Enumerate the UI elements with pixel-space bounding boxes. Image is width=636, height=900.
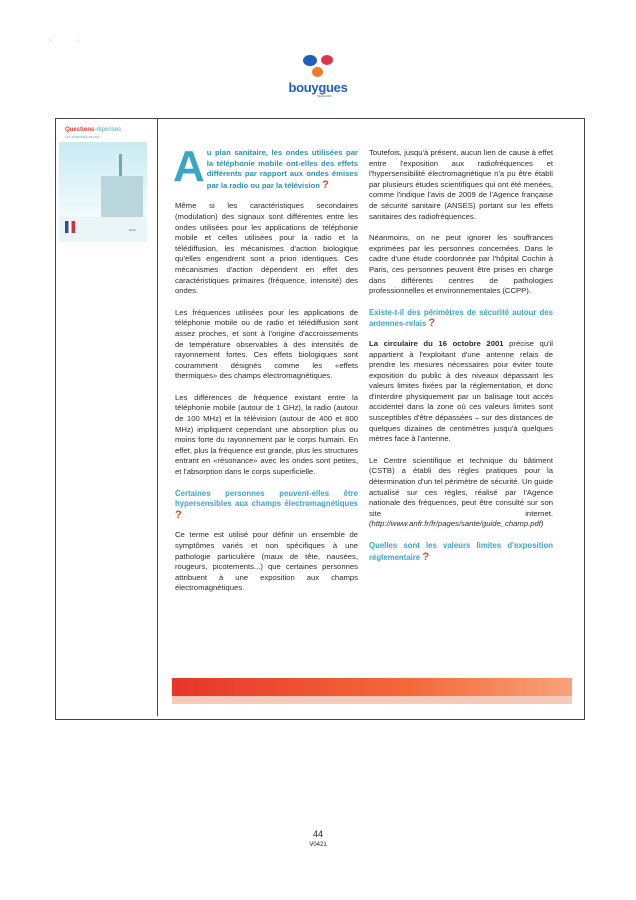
question-mark: ? <box>322 178 329 191</box>
section-heading: Quelles sont les valeurs limites d'exposition réglementaire ? <box>369 541 553 563</box>
decorative-band-light <box>172 696 572 704</box>
right-column <box>369 148 553 572</box>
french-flag-icon <box>65 221 75 233</box>
section-heading: Certaines personnes peuvent-elles être hypersensibles aux champs électromagnétiques ? <box>175 488 358 521</box>
left-column <box>173 142 358 605</box>
cover-title: Questions-réponses <box>65 127 122 133</box>
logo-text: bouygues <box>288 80 348 95</box>
paragraph: Les fréquences utilisées pour les applications de téléphonie mobile ou de radio et télédiffusion sont assez proches, et sont à l'origine d'accroissements de température observables à des intensités de rayonnement fortes. Ces effets biologiques sont couramment désignés comme les «effets thermiques» des champs électromagnétiques. <box>175 307 358 381</box>
scan-mark: ' <box>78 40 80 46</box>
version-code: V0421 <box>309 842 327 848</box>
logo-dots-icon <box>299 54 339 80</box>
page-number: 44 <box>312 829 323 839</box>
cover-subtitle: LES ANTENNES-RELAIS <box>65 135 100 139</box>
decorative-band <box>172 678 572 696</box>
paragraph: Ce terme est utilisé pour définir un ensemble de symptômes variés et non spécifiques à une pathologie particulière (maux de tête, nausées, rougeurs, picotements...) que certaines personnes attribuent à une exposition aux champs électromagnétiques. <box>175 530 358 593</box>
dropcap: A <box>173 142 205 191</box>
paragraph: Le Centre scientifique et technique du bâtiment (CSTB) a établi des règles pratiques pour la détermination d'un tel périmètre de sécurité. Un guide actualisé sur ces règles, réalisé par l'Agence nationale des fréquences, peut être consulté sur son site internet. (http://www.anfr.fr/fr/pages/sante/guide_champ.pdf) <box>369 455 553 529</box>
section-heading: Existe-t-il des périmètres de sécurité autour des antennes-relais ? <box>369 307 553 330</box>
cover-mark: 2012 <box>129 228 136 232</box>
frame-divider <box>157 118 158 716</box>
guide-link[interactable]: (http://www.anfr.fr/fr/pages/sante/guide_champ.pdf) <box>369 519 544 529</box>
paragraph: Les différences de fréquence existant entre la téléphonie mobile (autour de 1 GHz), la radio (autour de 100 MHz) et la télévision (autour de 400 et 800 MHz) impliquent cependant une absorption plus ou moins forte du rayonnement par le corps humain. En effet, plus la fréquence est grande, plus les structures entrant en «résonance» avec les ondes sont petites, et l'absorption dans le corps superficielle. <box>175 392 358 477</box>
brochure-cover-thumbnail <box>59 124 147 242</box>
paragraph: Même si les caractéristiques secondaires (modulation) des signaux sont différentes entre les ondes utilisées pour les applications de téléphonie mobile et celles utilisées pour la radio et la télédiffusion, les mécanismes d'action biologique qu'elles engendrent sont a priori identiques. Ces mécanismes d'action dépendent en effet des caractéristiques primaires (fréquence, intensité) des ondes. <box>175 201 358 296</box>
logo-subtext: TELECOM <box>317 94 332 98</box>
paragraph: Néanmoins, on ne peut ignorer les souffrances exprimées par les personnes concernées. Dans le cadre d'une étude coordonnée par l'hôpital Cochin à Paris, ces personnes peuvent être prises en charge dans différents centres de pathologies professionnelles et environnementales (CCPP). <box>369 233 553 296</box>
intro-question <box>173 142 358 191</box>
intro-text: u plan sanitaire, les ondes utilisées par la téléphonie mobile ont-elles des effets différents par rapport aux ondes émises par la radio ou par la télévision <box>206 148 358 190</box>
paragraph: Toutefois, jusqu'à présent, aucun lien de cause à effet entre l'exposition aux radiofréquences et l'hypersensibilité électromagnétique n'a pu être établi par plusieurs études scientifiques qui ont été menées, comme l'indique l'avis de 2009 de l'Agence française de sécurité sanitaire (ANSES) portant sur les effets sanitaires des radiofréquences. <box>369 148 553 221</box>
scan-mark: ' <box>50 40 52 46</box>
paragraph: La circulaire du 16 octobre 2001 précise qu'il appartient à l'exploitant d'une antenne relais de prendre les mesures nécessaires pour éviter toute exposition du public à des niveaux dépassant les valeurs limites fixées par la réglementation, et donc d'interdire physiquement par un balisage tout accès accidentel dans la zone où ces valeurs limites sont susceptibles d'être dépassées – sur des distances de quelques dizaines de centimètres jusqu'à quelques mètres face à l'antenne. <box>369 338 553 444</box>
bouygues-logo <box>287 54 349 100</box>
bold-lead: La circulaire du 16 octobre 2001 <box>369 338 504 348</box>
